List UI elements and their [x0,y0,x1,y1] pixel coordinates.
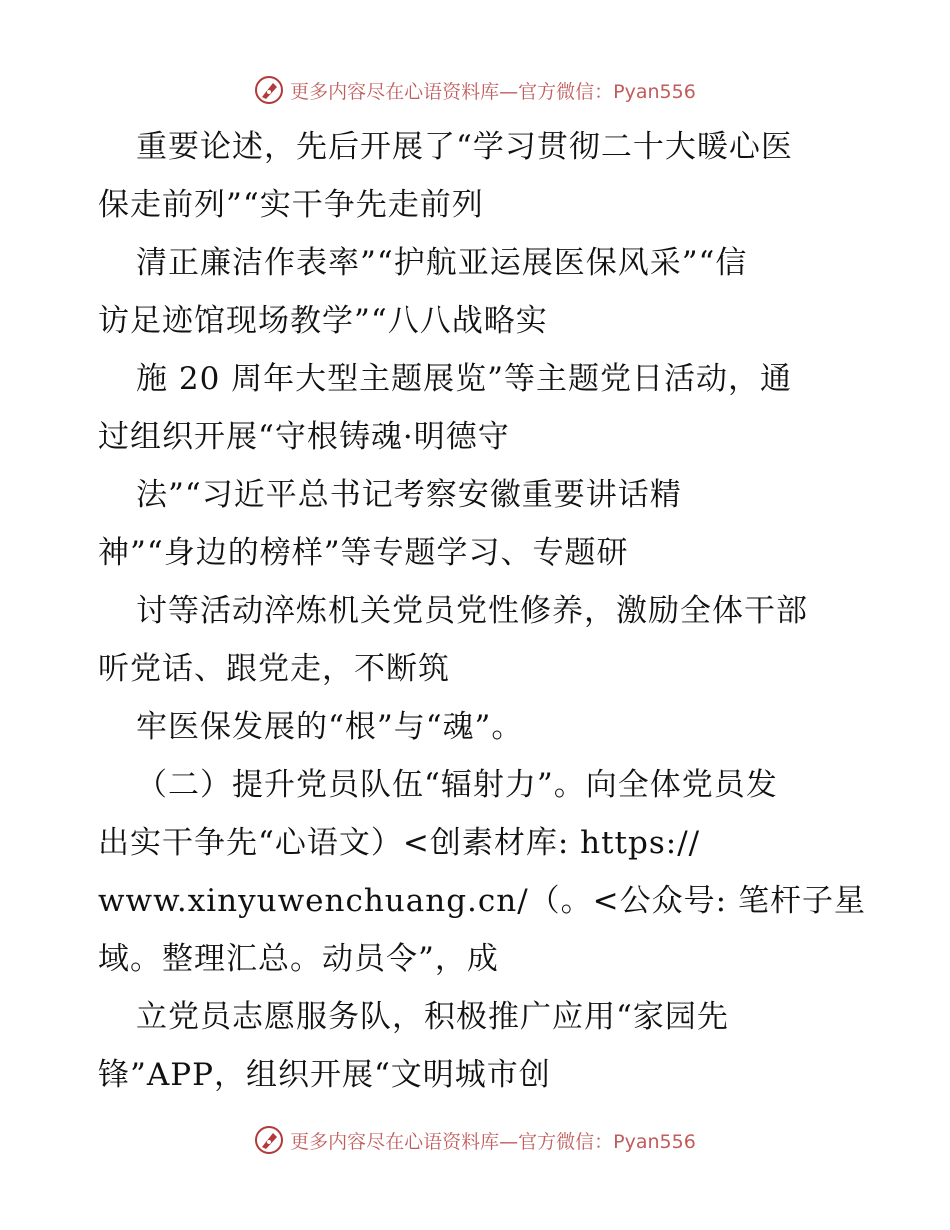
footer-banner-text: 更多内容尽在心语资料库—官方微信：Pyan556 [290,1130,696,1153]
header-banner-text: 更多内容尽在心语资料库—官方微信：Pyan556 [290,80,696,103]
text-line: 讨等活动淬炼机关党员党性修养，激励全体干部 [136,593,808,629]
document-body [98,118,868,1104]
text-line: 出实干争先“心语文）<创素材库: https:// [98,825,701,861]
text-line: 访足迹馆现场教学”“八八战略实 [98,303,548,339]
text-line: www.xinyuwenchuang.cn/（。<公众号: 笔杆子星 [98,883,866,919]
text-line: 施 20 周年大型主题展览”等主题党日活动，通 [136,361,793,397]
text-line: 神”“身边的榜样”等专题学习、专题研 [98,535,629,571]
text-line: 立党员志愿服务队，积极推广应用“家园先 [136,999,729,1035]
text-line: 锋”APP，组织开展“文明城市创 [98,1057,551,1093]
text-line: （二）提升党员队伍“辐射力”。向全体党员发 [136,767,778,803]
text-line: 听党话、跟党走，不断筑 [98,651,450,687]
text-line: 过组织开展“守根铸魂·明德守 [98,419,510,455]
footer-banner [0,1120,950,1160]
text-line: 域。整理汇总。动员令”，成 [98,941,499,977]
text-line: 牢医保发展的“根”与“魂”。 [136,709,524,745]
text-line: 重要论述，先后开展了“学习贯彻二十大暖心医 [136,129,793,165]
pen-nib-logo-icon [254,1125,284,1155]
text-line: 清正廉洁作表率”“护航亚运展医保风采”“信 [136,245,748,281]
pen-nib-logo-icon [254,75,284,105]
header-banner [0,70,950,110]
text-line: 法”“习近平总书记考察安徽重要讲话精 [136,477,682,513]
text-line: 保走前列”“实干争先走前列 [98,187,484,223]
